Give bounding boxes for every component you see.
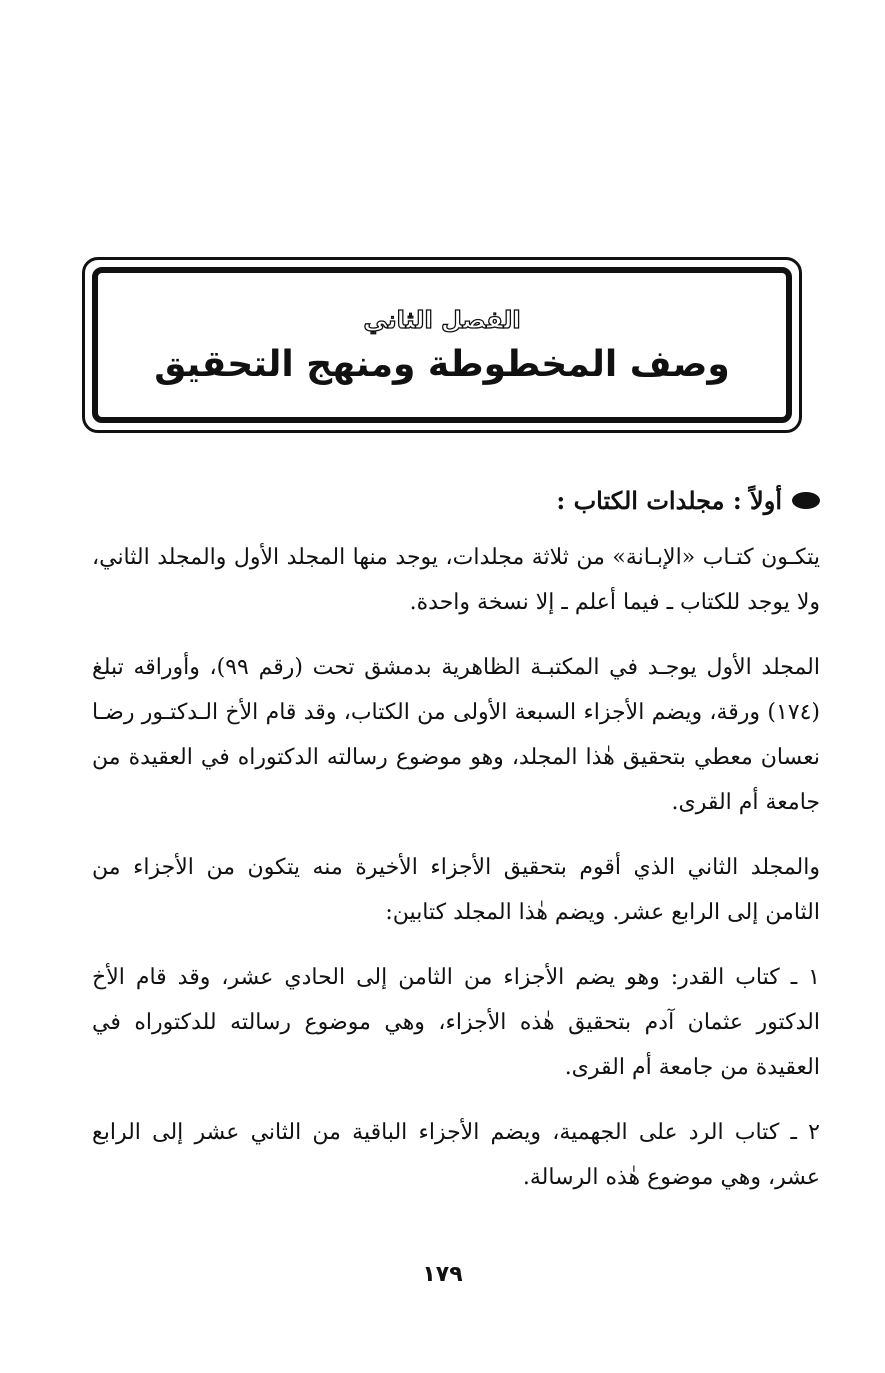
paragraph-3: والمجلد الثاني الذي أقوم بتحقيق الأجزاء الأخيرة منه يتكون من الأجزاء من الثامن إلى الرابع عشر. ويضم هٰذا المجلد كتابين: [92, 855, 820, 925]
section-heading [92, 478, 820, 523]
paragraph-4: ١ ـ كتاب القدر: وهو يضم الأجزاء من الثامن إلى الحادي عشر، وقد قام الأخ الدكتور عثمان آدم بتحقيق هٰذه الأجزاء، وهي موضوع رسالته للدكتوراه في العقيدة من جامعة أم القرى. [92, 965, 820, 1080]
section-heading-text: أولاً : مجلدات الكتاب : [556, 486, 782, 515]
page-number: ١٧٩ [422, 1262, 463, 1287]
body-text [92, 478, 820, 1220]
paragraph-5: ٢ ـ كتاب الرد على الجهمية، ويضم الأجزاء الباقية من الثاني عشر إلى الرابع عشر، وهي موضوع هٰذه الرسالة. [92, 1120, 820, 1190]
paragraph-1: يتكـون كتـاب «الإبـانة» من ثلاثة مجلدات، يوجد منها المجلد الأول والمجلد الثاني، ولا يوجد للكتاب ـ فيما أعلم ـ إلا نسخة واحدة. [92, 545, 820, 615]
bullet-icon [792, 492, 820, 509]
chapter-title: وصف المخطوطة ومنهج التحقيق [154, 343, 730, 385]
chapter-title-inner-frame [92, 267, 792, 423]
paragraph-2: المجلد الأول يوجـد في المكتبـة الظاهرية بدمشق تحت (رقم ٩٩)، وأوراقه تبلغ (١٧٤) ورقة، ويضم الأجزاء السبعة الأولى من الكتاب، وقد قام الأخ الـدكتـور رضـا نعسان معطي بتحقيق هٰذا المجلد، وهو موضوع رسالته الدكتوراه في العقيدة من جامعة أم القرى. [92, 655, 820, 815]
chapter-title-frame [82, 257, 802, 433]
chapter-label: الفصل الثاني [363, 305, 521, 334]
